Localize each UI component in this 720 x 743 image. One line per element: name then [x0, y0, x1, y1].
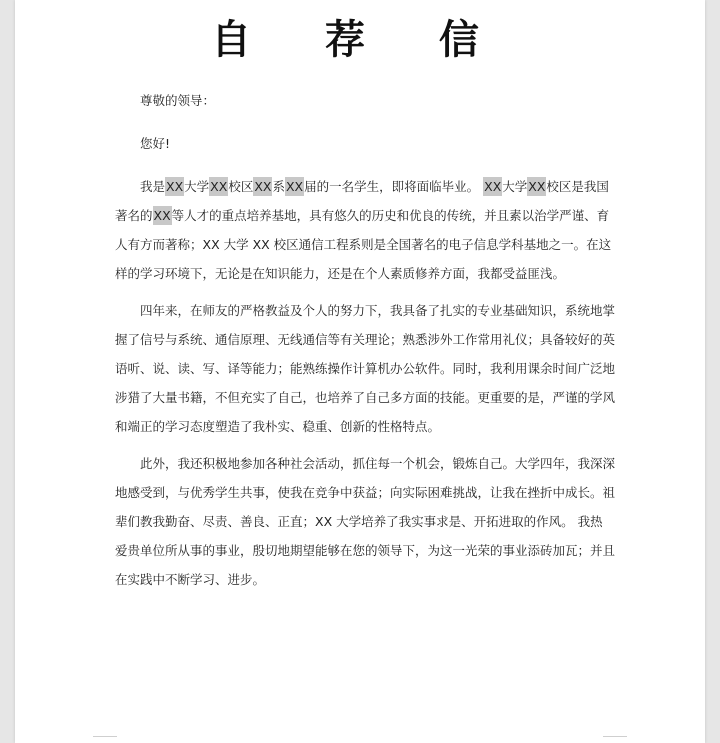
page-corner-mark	[93, 736, 117, 743]
paragraph-activities: 此外，我还积极地参加各种社会活动，抓住每一个机会，锻炼自己。大学四年，我深深地感受到，与优秀学生共事，使我在竞争中获益；向实际困难挑战，让我在挫折中成长。祖辈们教我勤奋、尽责、善良、正直；XX 大学培养了我实事求是、开拓进取的作风。 我热爱贵单位所从事的事业，殷切地期望能够在您的领导下，为这一光荣的事业添砖加瓦；并且在实践中不断学习、进步。	[115, 456, 616, 587]
text-run: 校区	[228, 179, 254, 194]
placeholder-highlight: XX	[285, 179, 304, 194]
paragraph-intro	[115, 172, 615, 288]
letter-body	[115, 86, 615, 602]
placeholder-highlight: XX	[254, 179, 272, 194]
text-run: 我是	[140, 179, 166, 194]
document-page	[15, 0, 705, 743]
placeholder-highlight: XX	[210, 179, 228, 194]
placeholder-highlight: XX	[153, 208, 171, 223]
text-run: 系	[272, 179, 285, 194]
placeholder-highlight: XX	[166, 179, 184, 194]
salutation: 尊敬的领导：	[140, 93, 216, 108]
page-corner-mark	[603, 736, 627, 743]
text-run: 届的一名学生，即将面临毕业。	[304, 179, 480, 194]
paragraph-education: 四年来，在师友的严格教益及个人的努力下，我具备了扎实的专业基础知识，系统地掌握了信号与系统、通信原理、无线通信等有关理论；熟悉涉外工作常用礼仪；具备较好的英语听、说、读、写、译等能力；能熟练操作计算机办公软件。同时，我利用课余时间广泛地涉猎了大量书籍，不但充实了自己，也培养了自己多方面的技能。更重要的是，严谨的学风和端正的学习态度塑造了我朴实、稳重、创新的性格特点。	[115, 303, 616, 434]
text-run: 等人才的重点培养基地，具有悠久的历史和优良的传统，并且素以治学严谨、育人有方而著称；XX 大学 XX 校区通信工程系则是全国著名的电子信息学科基地之一。在这样的学习环境下，无论是在知识能力，还是在个人素质修养方面，我都受益匪浅。	[115, 208, 612, 281]
text-run: 校区是我国著名的	[115, 179, 609, 223]
text-run: 大学	[184, 179, 210, 194]
placeholder-highlight: XX	[484, 179, 502, 194]
text-run: 大学	[502, 179, 528, 194]
letter-title: 自 荐 信	[211, 17, 509, 63]
placeholder-highlight: XX	[528, 179, 546, 194]
greeting: 您好!	[140, 136, 171, 151]
